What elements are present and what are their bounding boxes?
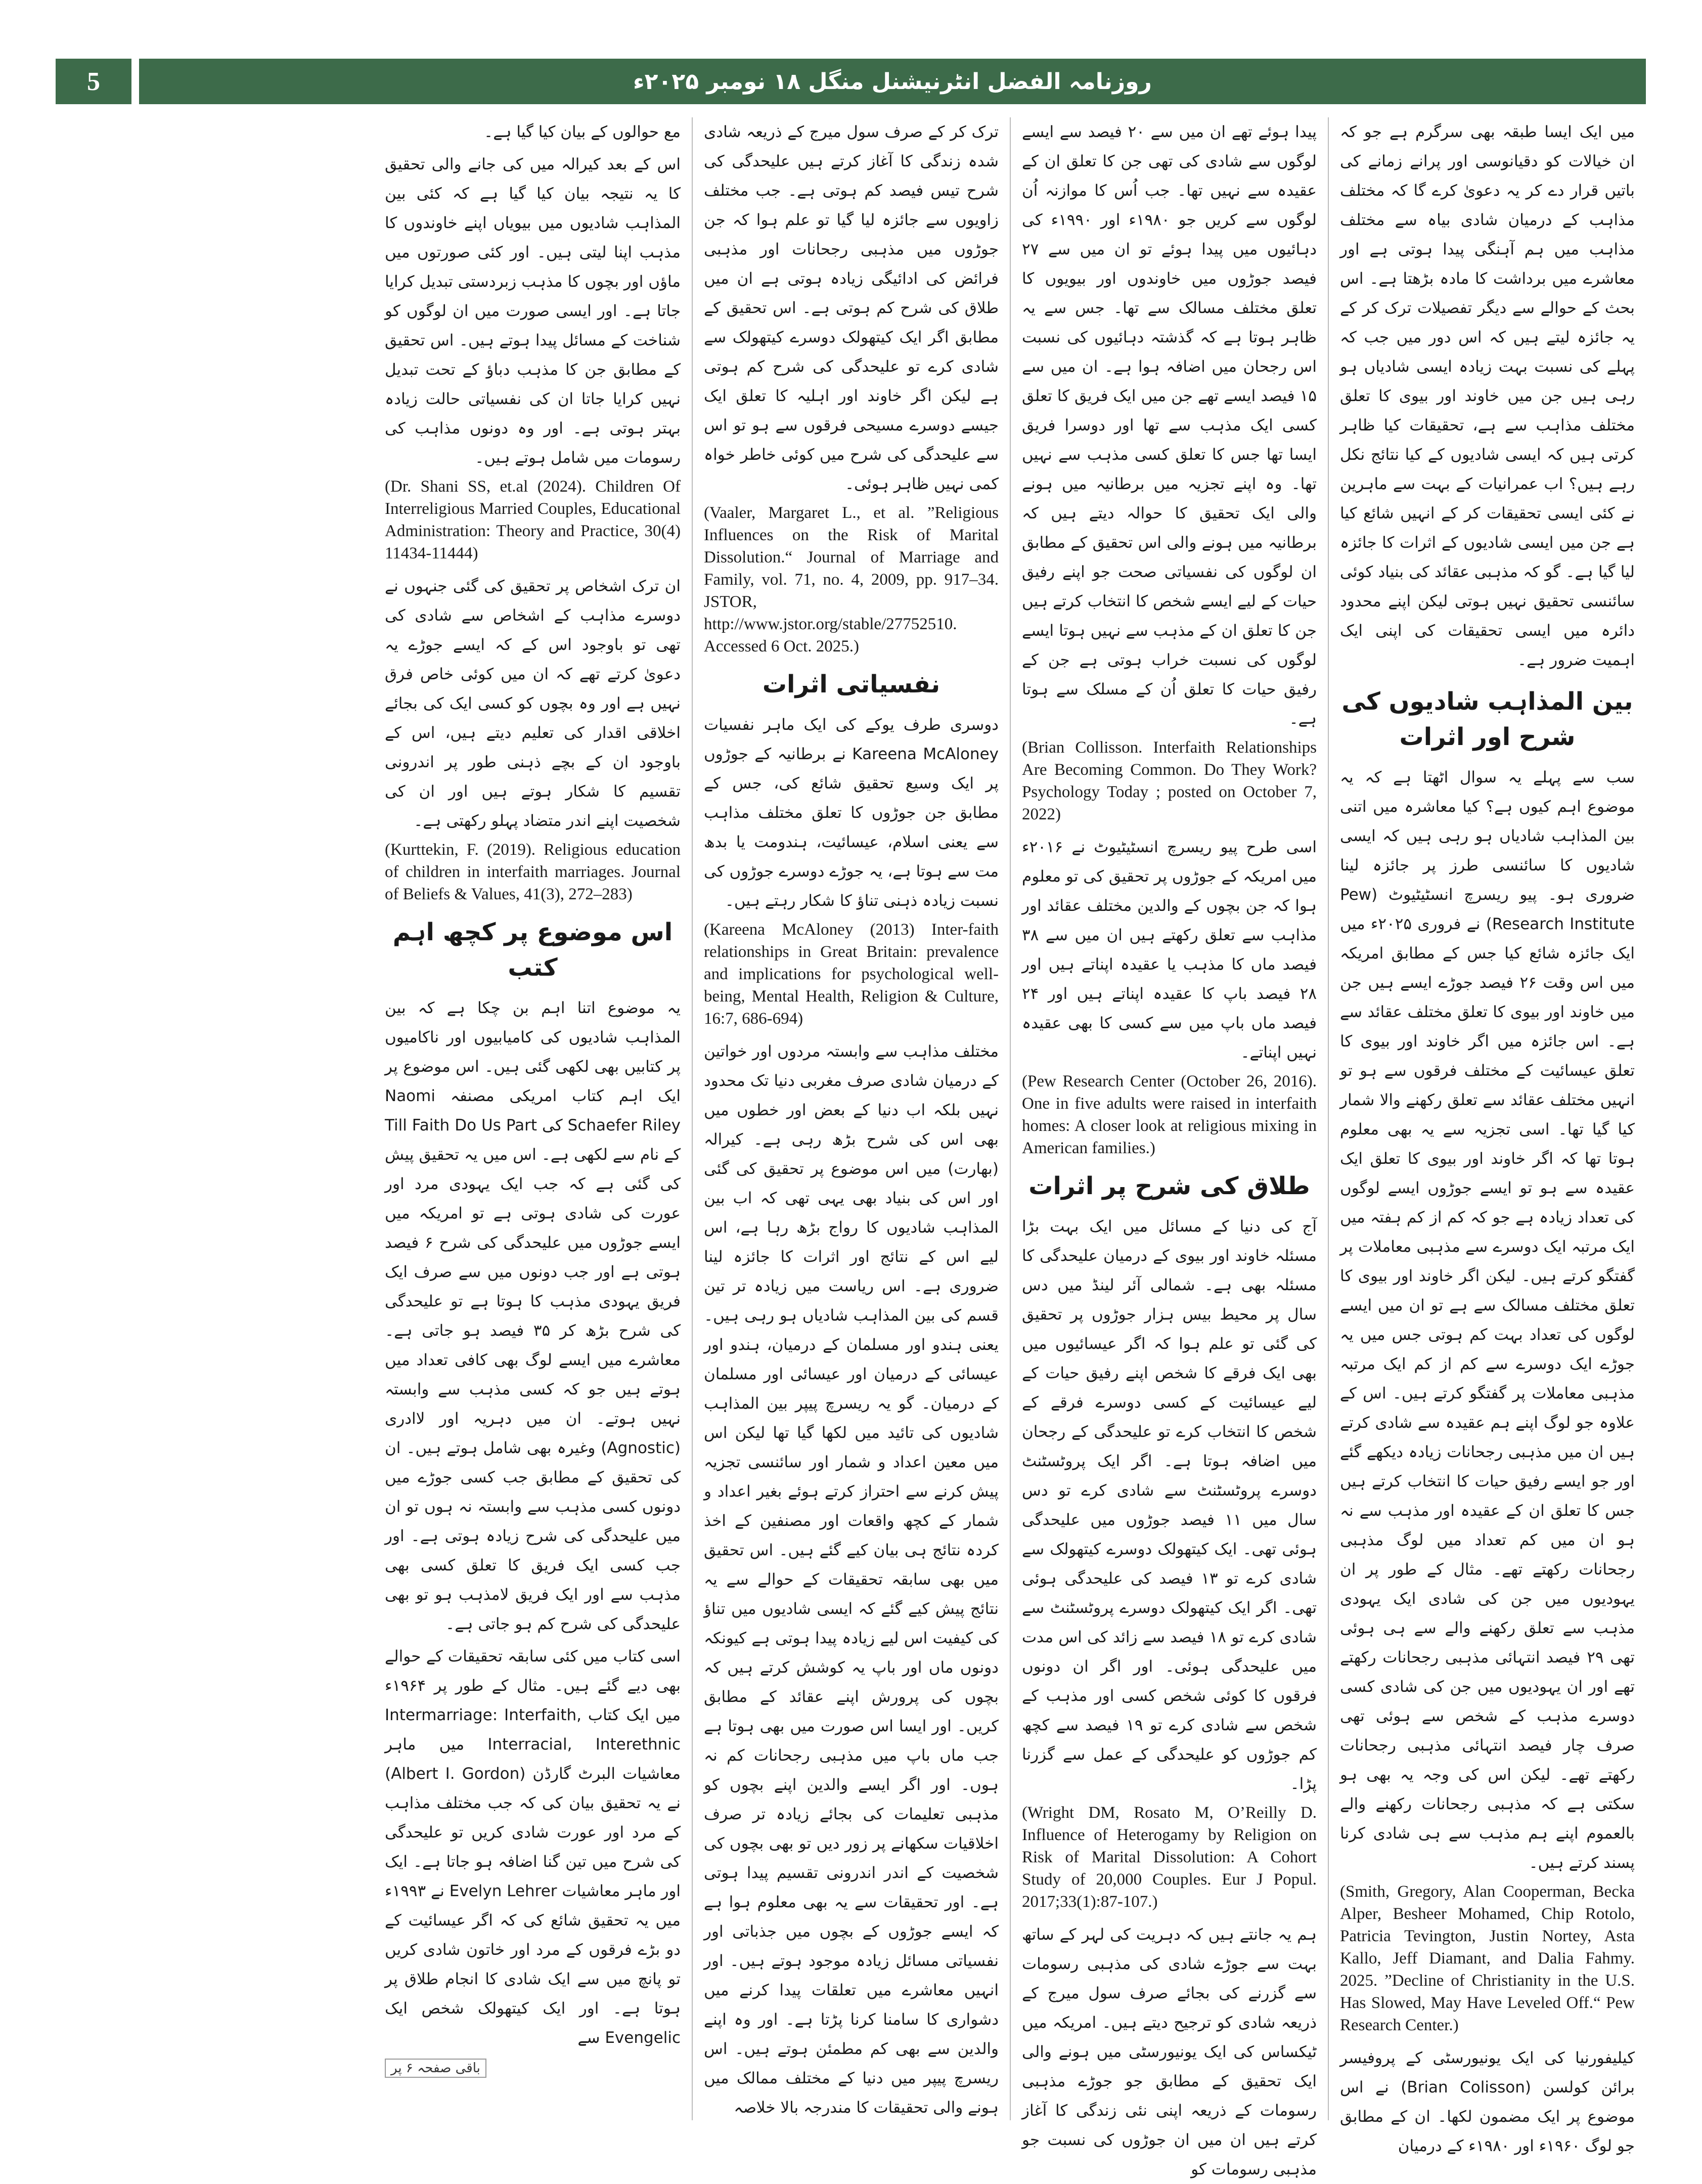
paragraph: مع حوالوں کے بیان کیا گیا ہے۔: [484, 123, 681, 141]
column-1: [1328, 117, 1646, 2155]
paragraph: یہ موضوع اتنا اہم بن چکا ہے کہ بین المذاہب شادیوں کی کامیابیوں اور ناکامیوں پر کتابیں بھی لکھی گئی ہیں۔ اس موضوع پر ایک اہم کتاب امریکی مصنفہ Naomi Schaefer Riley کی Till Faith Do Us Part کے نام سے لکھی ہے۔ اس میں یہ تحقیق پیش کی گئی ہے کہ جب ایک یہودی مرد اور عورت کی شادی ہوتی ہے تو امریکہ میں ایسے جوڑوں میں علیحدگی کی شرح ۶ فیصد ہوتی ہے اور جب دونوں میں سے صرف ایک فریق یہودی مذہب کا ہوتا ہے تو علیحدگی کی شرح بڑھ کر ۳۵ فیصد ہو جاتی ہے۔ معاشرے میں ایسے لوگ بھی کافی تعداد میں ہوتے ہیں جو کہ کسی مذہب سے وابستہ نہیں ہوتے۔ ان میں دہریہ اور لاادری (Agnostic) وغیرہ بھی شامل ہوتے ہیں۔ ان کی تحقیق کے مطابق جب کسی جوڑے میں دونوں کسی مذہب سے وابستہ نہ ہوں تو ان میں علیحدگی کی شرح زیادہ ہوتی ہے۔ اور جب کسی ایک فریق کا تعلق کسی بھی مذہب سے اور ایک فریق لامذہب ہو تو بھی علیحدگی کی شرح کم ہو جاتی ہے۔: [385, 999, 681, 1633]
paragraph: مختلف مذاہب سے وابستہ مردوں اور خواتین کے درمیان شادی صرف مغربی دنیا تک محدود نہیں بلکہ اب دنیا کے بعض اور خطوں میں بھی اس کی شرح بڑھ رہی ہے۔ کیرالہ (بھارت) میں اس موضوع پر تحقیق کی گئی اور اس کی بنیاد بھی یہی تھی کہ اب بین المذاہب شادیوں کا رواج بڑھ رہا ہے، اس لیے اس کے نتائج اور اثرات کا جائزہ لینا ضروری ہے۔ اس ریاست میں زیادہ تر تین قسم کی بین المذاہب شادیاں ہو رہی ہیں۔ یعنی ہندو اور مسلمان کے درمیان، ہندو اور عیسائی کے درمیان اور عیسائی اور مسلمان کے درمیان۔ گو یہ ریسرچ پیپر بین المذاہب شادیوں کی تائید میں لکھا گیا تھا لیکن اس میں معین اعداد و شمار اور سائنسی تجزیہ پیش کرنے سے احتراز کرتے ہوئے بغیر اعداد و شمار کے کچھ واقعات اور مصنفین کے اخذ کردہ نتائج ہی بیان کیے گئے ہیں۔ اس تحقیق میں بھی سابقہ تحقیقات کے حوالے سے یہ نتائج پیش کیے گئے کہ ایسی شادیوں میں تناؤ کی کیفیت اس لیے زیادہ پیدا ہوتی ہے کیونکہ دونوں ماں اور باپ یہ کوشش کرتے ہیں کہ بچوں کی پرورش اپنے عقائد کے مطابق کریں۔ اور ایسا اس صورت میں بھی ہوتا ہے جب ماں باپ میں مذہبی رجحانات کم نہ ہوں۔ اور اگر ایسے والدین اپنے بچوں کو مذہبی تعلیمات کی بجائے زیادہ تر صرف اخلاقیات سکھانے پر زور دیں تو بھی بچوں کی شخصیت کے اندر اندرونی تقسیم پیدا ہوتی ہے۔ اور تحقیقات سے یہ بھی معلوم ہوا ہے کہ ایسے جوڑوں کے بچوں میں جذباتی اور نفسیاتی مسائل زیادہ موجود ہوتے ہیں۔ اور انہیں معاشرے میں تعلقات پیدا کرنے میں دشواری کا سامنا کرنا پڑتا ہے۔ اور وہ اپنے والدین سے بھی کم مطمئن ہوتے ہیں۔ اس ریسرچ پیپر میں دنیا کے مختلف ممالک میں ہونے والی تحقیقات کا مندرجہ بالا خلاصہ: [704, 1042, 999, 2117]
reference: (Vaaler, Margaret L., et al. ”Religious Influences on the Risk of Marital Dissolution.“ Journal of Marriage and Family, vol. 71, no. 4, 2009, pp. 917–34. JSTOR, http://www.jstor.org/stable/27752510. Accessed 6 Oct. 2025.): [704, 504, 999, 656]
paragraph: کیلیفورنیا کی ایک یونیورسٹی کے پروفیسر برائن کولسن (Brian Colisson) نے اس موضوع پر ایک مضمون لکھا۔ ان کے مطابق جو لوگ ۱۹۶۰ء اور ۱۹۸۰ء کے درمیان: [1340, 2049, 1635, 2155]
paragraph: اسی کتاب میں کئی سابقہ تحقیقات کے حوالے بھی دیے گئے ہیں۔ مثال کے طور پر ۱۹۶۴ء میں ایک کتاب Intermarriage: Interfaith, Interracial, Interethnic میں ماہر معاشیات البرٹ گارڈن (Albert I. Gordon) نے یہ تحقیق بیان کی کہ جب مختلف مذاہب کے مرد اور عورت شادی کریں تو علیحدگی کی شرح میں تین گنا اضافہ ہو جاتا ہے۔ ایک اور ماہر معاشیات Evelyn Lehrer نے ۱۹۹۳ء میں یہ تحقیق شائع کی کہ اگر عیسائیت کے دو بڑے فرقوں کے مرد اور خاتون شادی کریں تو پانچ میں سے ایک شادی کا انجام طلاق پر ہوتا ہے۔ اور ایک کیتھولک شخص ایک Evengelic سے: [385, 1647, 681, 2047]
paragraph: دوسری طرف یوکے کی ایک ماہر نفسیات Kareena McAloney نے برطانیہ کے جوڑوں پر ایک وسیع تحقیق شائع کی، جس کے مطابق جن جوڑوں کا تعلق مختلف مذاہب سے یعنی اسلام، عیسائیت، ہندومت یا بدھ مت سے ہوتا ہے، یہ جوڑے دوسرے جوڑوں کی نسبت زیادہ ذہنی تناؤ کا شکار رہتے ہیں۔: [704, 716, 999, 910]
reference: (Brian Collisson. Interfaith Relationships Are Becoming Common. Do They Work? Psychology Today ; posted on October 7, 2022): [1022, 738, 1317, 823]
article-columns: [56, 117, 1646, 2178]
reference: (Kareena McAloney (2013) Inter-faith relationships in Great Britain: prevalence and implications for psychological well-being, Mental Health, Religion & Culture, 16:7, 686-694): [704, 921, 999, 1028]
page-number: 5: [56, 59, 131, 104]
column-2: [1010, 117, 1328, 2178]
continued-note: باقی صفحہ ۶ پر: [385, 2059, 486, 2078]
column-3: [692, 117, 1010, 2120]
masthead: روزنامہ الفضل انٹرنیشنل منگل ۱۸ نومبر ۲۰۲۵ء: [139, 59, 1646, 104]
section-heading: طلاق کی شرح پر اثرات: [1028, 1172, 1310, 1200]
paragraph: پیدا ہوئے تھے ان میں سے ۲۰ فیصد سے ایسے لوگوں سے شادی کی تھی جن کا تعلق ان کے عقیدہ سے نہیں تھا۔ جب اُس کا موازنہ اُن لوگوں سے کریں جو ۱۹۸۰ء اور ۱۹۹۰ء کی دہائیوں میں پیدا ہوئے تو ان میں سے ۲۷ فیصد جوڑوں میں خاوندوں اور بیویوں کا تعلق مختلف مسالک سے تھا۔ جس سے یہ ظاہر ہوتا ہے کہ گذشتہ دہائیوں کی نسبت اس رجحان میں اضافہ ہوا ہے۔ ان میں سے ۱۵ فیصد ایسے تھے جن میں ایک فریق کا تعلق کسی ایک مذہب سے تھا اور دوسرا فریق ایسا تھا جس کا تعلق کسی مذہب سے نہیں تھا۔ وہ اپنے تجزیہ میں برطانیہ میں ہونے والی ایک تحقیق کا حوالہ دیتے ہیں کہ برطانیہ میں ہونے والی اس تحقیق کے مطابق ان لوگوں کی نفسیاتی صحت جو اپنے رفیق حیات کے لیے ایسے شخص کا انتخاب کرتے ہیں جن کا تعلق ان کے مذہب سے نہیں ہوتا ایسے لوگوں کی نسبت خراب ہوتی ہے جن کے رفیق حیات کا تعلق اُن کے مسلک سے ہوتا ہے۔: [1022, 123, 1317, 728]
paragraph: اس کے بعد کیرالہ میں کی جانے والی تحقیق کا یہ نتیجہ بیان کیا گیا ہے کہ کئی بین المذاہب شادیوں میں بیویاں اپنے خاوندوں کا مذہب اپنا لیتی ہیں۔ اور کئی صورتوں میں ماؤں اور بچوں کا مذہب زبردستی تبدیل کرایا جاتا ہے۔ اور ایسی صورت میں ان لوگوں کو شناخت کے مسائل پیدا ہوتے ہیں۔ اس تحقیق کے مطابق جن کا مذہب دباؤ کے تحت تبدیل نہیں کرایا جاتا ان کی نفسیاتی حالت زیادہ بہتر ہوتی ہے۔ اور وہ دونوں مذاہب کی رسومات میں شامل ہوتے ہیں۔: [384, 155, 681, 467]
section-heading: بین المذاہب شادیوں کی شرح اور اثرات: [1341, 687, 1633, 751]
reference: (Wright DM, Rosato M, O’Reilly D. Influence of Heterogamy by Religion on Risk of Marital Dissolution: A Cohort Study of 20,000 Couples. Eur J Popul. 2017;33(1):87-107.): [1022, 1804, 1317, 1911]
reference: (Dr. Shani SS, et.al (2024). Children Of Interreligious Married Couples, Educational Administration: Theory and Practice, 30(4) 11434-11444): [385, 477, 681, 562]
section-heading: اس موضوع پر کچھ اہم کتب: [392, 918, 673, 982]
paragraph: میں ایک ایسا طبقہ بھی سرگرم ہے جو کہ ان خیالات کو دقیانوسی اور پرانے زمانے کی باتیں قرار دے کر یہ دعویٰ کرے گا کہ مختلف مذاہب کے درمیان شادی بیاہ سے مختلف مذاہب میں ہم آہنگی پیدا ہوتی ہے اور معاشرے میں برداشت کا مادہ بڑھتا ہے۔ اس بحث کے حوالے سے دیگر تفصیلات ترک کر کے یہ جائزہ لیتے ہیں کہ اس دور میں جب کہ پہلے کی نسبت بہت زیادہ ایسی شادیاں ہو رہی ہیں جن میں خاوند اور بیوی کا تعلق مختلف مذاہب سے ہے، تحقیقات کیا ظاہر کرتی ہیں کہ ایسی شادیوں کے کیا نتائج نکل رہے ہیں؟ اب عمرانیات کے بہت سے ماہرین نے کئی ایسی تحقیقات کر کے انہیں شائع کیا ہے جن میں ایسی شادیوں کے اثرات کا جائزہ لیا گیا ہے۔ گو کہ مذہبی عقائد کی بنیاد کوئی سائنسی تحقیق نہیں ہوتی لیکن اپنے محدود دائرہ میں ایسی تحقیقات کی اپنی ایک اہمیت ضرور ہے۔: [1340, 123, 1635, 669]
column-4: [374, 117, 692, 2120]
reference: (Kurttekin, F. (2019). Religious education of children in interfaith marriages. Journal of Beliefs & Values, 41(3), 272–283): [385, 841, 681, 903]
paragraph: آج کی دنیا کے مسائل میں ایک بہت بڑا مسئلہ خاوند اور بیوی کے درمیان علیحدگی کا مسئلہ بھی ہے۔ شمالی آئر لینڈ میں دس سال پر محیط بیس ہزار جوڑوں پر تحقیق کی گئی تو علم ہوا کہ اگر عیسائیوں میں بھی ایک فرقے کا شخص اپنے رفیق حیات کے لیے عیسائیت کے کسی دوسرے فرقے کے شخص کا انتخاب کرے تو علیحدگی کے رجحان میں اضافہ ہوتا ہے۔ اگر ایک پروٹسٹنٹ دوسرے پروٹسٹنٹ سے شادی کرے تو دس سال میں ۱۱ فیصد جوڑوں میں علیحدگی ہوئی تھی۔ ایک کیتھولک دوسرے کیتھولک سے شادی کرے تو ۱۳ فیصد کی علیحدگی ہوئی تھی۔ اگر ایک کیتھولک دوسرے پروٹسٹنٹ سے شادی کرے تو ۱۸ فیصد سے زائد کی اس مدت میں علیحدگی ہوئی۔ اور اگر ان دونوں فرقوں کا کوئی شخص کسی اور مذہب کے شخص سے شادی کرے تو ۱۹ فیصد سے کچھ کم جوڑوں کو علیحدگی کے عمل سے گزرنا پڑا۔: [1022, 1217, 1317, 1793]
paragraph: اسی طرح پیو ریسرچ انسٹیٹیوٹ نے ۲۰۱۶ء میں امریکہ کے جوڑوں پر تحقیق کی تو معلوم ہوا کہ جن بچوں کے والدین مختلف عقائد اور مذاہب سے تعلق رکھتے ہیں ان میں سے ۳۸ فیصد ماں کا مذہب یا عقیدہ اپناتے ہیں اور ۲۸ فیصد باپ کا عقیدہ اپناتے ہیں اور ۲۴ فیصد ماں باپ میں سے کسی کا بھی عقیدہ نہیں اپناتے۔: [1022, 838, 1317, 1062]
paragraph: ترک کر کے صرف سول میرج کے ذریعہ شادی شدہ زندگی کا آغاز کرتے ہیں علیحدگی کی شرح تیس فیصد کم ہوتی ہے۔ جب مختلف زاویوں سے جائزہ لیا گیا تو علم ہوا کہ جن جوڑوں میں مذہبی رجحانات اور مذہبی فرائض کی ادائیگی زیادہ ہوتی ہے ان میں طلاق کی شرح کم ہوتی ہے۔ اس تحقیق کے مطابق اگر ایک کیتھولک دوسرے کیتھولک سے شادی کرے تو علیحدگی کی شرح کم ہوتی ہے لیکن اگر خاوند اور اہلیہ کا تعلق ایک جیسے دوسرے مسیحی فرقوں سے ہو تو اس سے علیحدگی کی شرح میں کوئی خاطر خواہ کمی نہیں ظاہر ہوئی۔: [704, 123, 999, 493]
paragraph: سب سے پہلے یہ سوال اٹھتا ہے کہ یہ موضوع اہم کیوں ہے؟ کیا معاشرہ میں اتنی بین المذاہب شادیاں ہو رہی ہیں کہ ایسی شادیوں کا سائنسی طرز پر جائزہ لینا ضروری ہو۔ پیو ریسرچ انسٹیٹیوٹ (Pew Research Institute) نے فروری ۲۰۲۵ء میں ایک جائزہ شائع کیا جس کے مطابق امریکہ میں اس وقت ۲۶ فیصد جوڑے ایسے ہیں جن میں خاوند اور بیوی کا تعلق مختلف عقائد سے ہے۔ اس جائزہ میں اگر خاوند اور بیوی کا تعلق عیسائیت کے مختلف فرقوں سے ہو تو انہیں مختلف عقائد سے تعلق رکھنے والا شمار کیا گیا تھا۔ اسی تجزیہ سے یہ بھی معلوم ہوتا تھا کہ اگر خاوند اور بیوی کا تعلق ایک عقیدہ سے ہو تو ایسے جوڑوں ایسے لوگوں کی تعداد زیادہ ہے جو کہ کم از کم ہفتہ میں ایک مرتبہ ایک دوسرے سے مذہبی معاملات پر گفتگو کرتے ہیں۔ لیکن اگر خاوند اور بیوی کا تعلق مختلف مسالک سے ہے تو ان میں ایسے لوگوں کی تعداد بہت کم ہوتی جس میں یہ جوڑے ایک دوسرے سے کم از کم ایک مرتبہ مذہبی معاملات پر گفتگو کرتے ہیں۔ اس کے علاوہ جو لوگ اپنے ہم عقیدہ سے شادی کرتے ہیں ان میں مذہبی رجحانات زیادہ دیکھے گئے اور جو ایسے رفیق حیات کا انتخاب کرتے ہیں جس کا تعلق ان کے عقیدہ اور مذہب سے نہ ہو ان میں کم تعداد میں لوگ مذہبی رجحانات رکھتے تھے۔ مثال کے طور پر ان یہودیوں میں جن کی شادی ایک یہودی مذہب سے تعلق رکھنے والے سے ہی ہوئی تھی ۲۹ فیصد انتہائی مذہبی رجحانات رکھتے تھے اور ان یہودیوں میں جن کی شادی کسی دوسرے مذہب کے شخص سے ہوئی تھی صرف چار فیصد انتہائی مذہبی رجحانات رکھتے تھے۔ لیکن اس کی وجہ یہ بھی ہو سکتی ہے کہ مذہبی رجحانات رکھنے والے بالعموم اپنے ہم مذہب سے ہی شادی کرنا پسند کرتے ہیں۔: [1340, 768, 1635, 1872]
section-heading: نفسیاتی اثرات: [762, 670, 940, 698]
reference: (Pew Research Center (October 26, 2016). One in five adults were raised in interfaith homes: A closer look at religious mixing in American families.): [1022, 1072, 1317, 1157]
paragraph: ان ترک اشخاص پر تحقیق کی گئی جنہوں نے دوسرے مذاہب کے اشخاص سے شادی کی تھی تو باوجود اس کے کہ ایسے جوڑے یہ دعویٰ کرتے تھے کہ ان میں کوئی خاص فرق نہیں ہے اور وہ بچوں کو کسی ایک کی بجائے اخلاقی اقدار کی تعلیم دیتے ہیں، اس کے باوجود ان کے بچے ذہنی طور پر اندرونی تقسیم کا شکار ہوتے ہیں اور ان کی شخصیت اپنے اندر متضاد پہلو رکھتی ہے۔: [385, 577, 681, 830]
paragraph: ہم یہ جانتے ہیں کہ دہریت کی لہر کے ساتھ بہت سے جوڑے شادی کی مذہبی رسومات سے گزرنے کی بجائے صرف سول میرج کے ذریعہ شادی کو ترجیح دیتے ہیں۔ امریکہ میں ٹیکساس کی ایک یونیورسٹی میں ہونے والی ایک تحقیق کے مطابق جو جوڑے مذہبی رسومات کے ذریعہ اپنی نئی زندگی کا آغاز کرتے ہیں ان میں ان جوڑوں کی نسبت جو مذہبی رسومات کو: [1022, 1926, 1317, 2178]
reference: (Smith, Gregory, Alan Cooperman, Becka Alper, Besheer Mohamed, Chip Rotolo, Patricia Tevington, Justin Nortey, Asta Kallo, Jeff Diamant, and Dalia Fahmy. 2025. ”Decline of Christianity in the U.S. Has Slowed, May Have Leveled Off.“ Pew Research Center.): [1340, 1883, 1635, 2034]
